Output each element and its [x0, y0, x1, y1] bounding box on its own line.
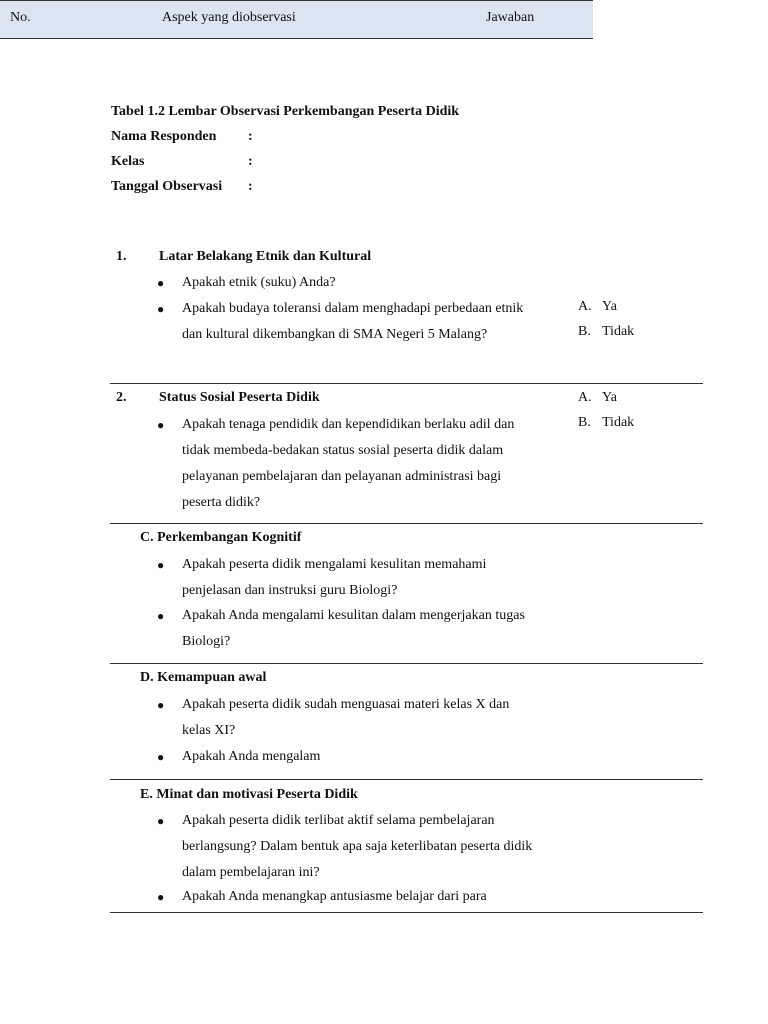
bullet-icon: ● — [157, 750, 165, 764]
field-label-kelas: Kelas — [111, 154, 145, 169]
row-heading: Latar Belakang Etnik dan Kultural — [159, 249, 372, 264]
column-header-aspek: Aspek yang diobservasi — [162, 10, 296, 25]
field-label-nama-responden: Nama Responden — [111, 129, 217, 144]
bullet-icon: ● — [157, 302, 165, 316]
option-text: Tidak — [602, 324, 635, 339]
option-text: Ya — [602, 390, 617, 405]
field-colon: : — [248, 129, 253, 144]
question-text: Apakah Anda mengalami kesulitan dalam mengerjakan tugas Biologi? — [182, 608, 525, 649]
section-heading: C. Perkembangan Kognitif — [140, 530, 302, 545]
bullet-icon: ● — [157, 418, 165, 432]
bullet-icon: ● — [157, 890, 165, 904]
row-number: 1. — [116, 249, 127, 264]
bullet-icon: ● — [157, 276, 165, 290]
row-number: 2. — [116, 390, 127, 405]
field-label-tanggal-observasi: Tanggal Observasi — [111, 179, 223, 194]
question-text: Apakah peserta didik mengalami kesulitan memahami penjelasan dan instruksi guru Biologi? — [182, 557, 487, 598]
column-header-jawaban: Jawaban — [486, 10, 535, 25]
question-text: Apakah budaya toleransi dalam menghadapi perbedaan etnik dan kultural dikembangkan di SMA Negeri 5 Malang? — [182, 301, 524, 342]
option-key: B. — [578, 415, 591, 430]
row-divider — [110, 663, 703, 664]
question-text: Apakah Anda menangkap antusiasme belajar dari para — [182, 889, 487, 904]
column-header-no: No. — [10, 10, 31, 25]
question-text: Apakah peserta didik terlibat aktif selama pembelajaran berlangsung? Dalam bentuk apa saja keterlibatan peserta didik dalam pembelajaran ini? — [182, 813, 533, 880]
row-divider — [110, 523, 703, 524]
option-key: A. — [578, 390, 592, 405]
question-text: Apakah Anda mengalam — [182, 749, 321, 764]
question-text: Apakah peserta didik sudah menguasai materi kelas X dan kelas XI? — [182, 697, 510, 738]
bullet-icon: ● — [157, 814, 165, 828]
bullet-icon: ● — [157, 609, 165, 623]
option-key: B. — [578, 324, 591, 339]
section-heading: E. Minat dan motivasi Peserta Didik — [140, 787, 358, 802]
option-text: Ya — [602, 299, 617, 314]
option-text: Tidak — [602, 415, 635, 430]
row-divider — [110, 779, 703, 780]
row-heading: Status Sosial Peserta Didik — [159, 390, 320, 405]
bullet-icon: ● — [157, 698, 165, 712]
field-colon: : — [248, 179, 253, 194]
row-divider — [110, 383, 703, 384]
question-text: Apakah etnik (suku) Anda? — [182, 275, 336, 290]
field-colon: : — [248, 154, 253, 169]
document-title: Tabel 1.2 Lembar Observasi Perkembangan Peserta Didik — [111, 104, 460, 119]
question-text: Apakah tenaga pendidik dan kependidikan berlaku adil dan tidak membeda-bedakan status sosial peserta didik dalam pelayanan pembelajaran dan pelayanan administrasi bagi peserta didik? — [182, 417, 515, 510]
table-header — [0, 0, 593, 39]
table-bottom-border — [110, 912, 703, 913]
bullet-icon: ● — [157, 558, 165, 572]
option-key: A. — [578, 299, 592, 314]
section-heading: D. Kemampuan awal — [140, 670, 267, 685]
